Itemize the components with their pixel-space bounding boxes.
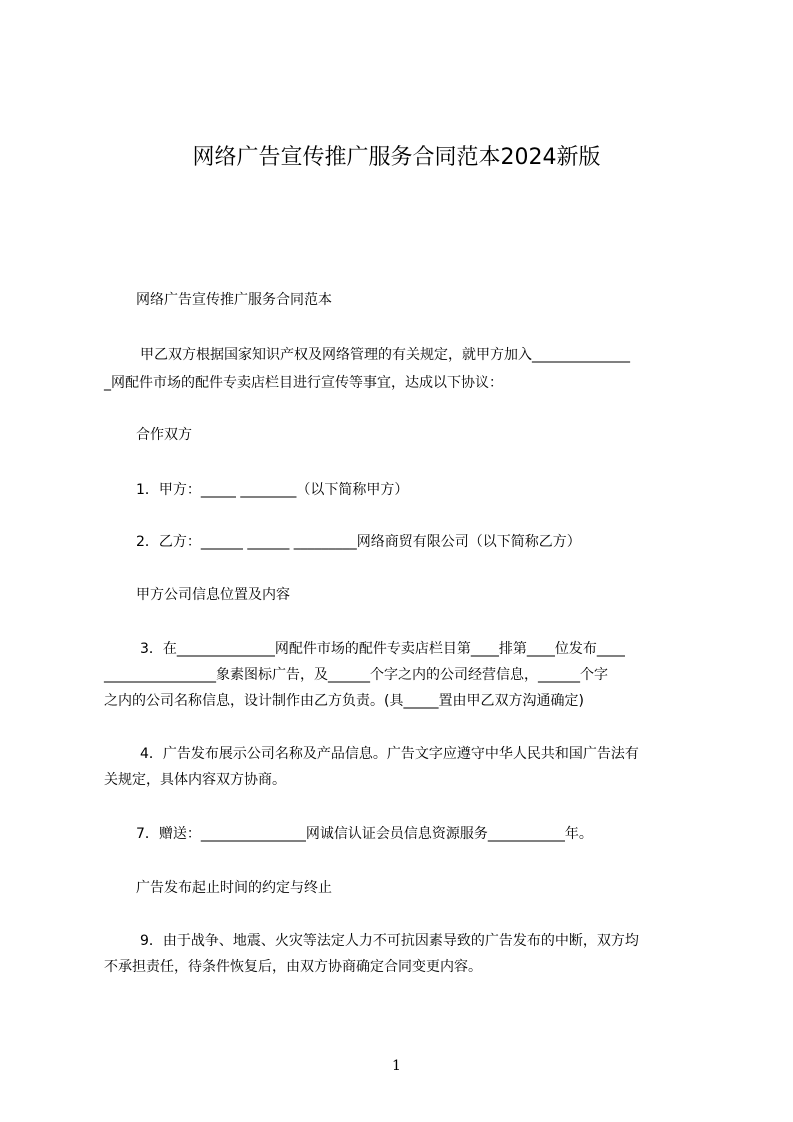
clause-4-line-1: 4．广告发布展示公司名称及产品信息。广告文字应遵守中华人民共和国广告法有 (140, 746, 639, 762)
section-heading-parties: 合作双方 (136, 427, 192, 443)
party-b-line: 2．乙方：______ ______ _________网络商贸有限公司（以下简称乙方） (136, 534, 581, 550)
clause-3-line-3: 之内的公司名称信息，设计制作由乙方负责。(具_____置由甲乙双方沟通确定) (104, 693, 584, 709)
clause-4-line-2: 关规定，具体内容双方协商。 (104, 772, 286, 788)
intro-line-1: 甲乙双方根据国家知识产权及网络管理的有关规定，就甲方加入______________ (140, 347, 630, 363)
section-heading-term: 广告发布起止时间的约定与终止 (136, 880, 332, 896)
clause-7-line: 7．赠送：_______________网诚信认证会员信息资源服务___________年。 (136, 826, 593, 842)
page-number: 1 (392, 1058, 401, 1074)
intro-line-2: _网配件市场的配件专卖店栏目进行宣传等事宜，达成以下协议： (104, 375, 503, 391)
clause-9-line-2: 不承担责任，待条件恢复后，由双方协商确定合同变更内容。 (104, 959, 482, 975)
clause-9-line-1: 9．由于战争、地震、火灾等法定人力不可抗因素导致的广告发布的中断，双方均 (140, 933, 639, 949)
clause-3-line-2: ________________象素图标广告，及______个字之内的公司经营信息，______个字 (104, 667, 608, 683)
document-title: 网络广告宣传推广服务合同范本2024新版 (192, 145, 601, 170)
subtitle: 网络广告宣传推广服务合同范本 (136, 292, 332, 308)
section-heading-info: 甲方公司信息位置及内容 (136, 587, 290, 603)
party-a-line: 1．甲方：_____ ________（以下简称甲方） (136, 482, 409, 498)
clause-3-line-1: 3．在______________网配件市场的配件专卖店栏目第____排第____位发布____ (140, 641, 625, 657)
